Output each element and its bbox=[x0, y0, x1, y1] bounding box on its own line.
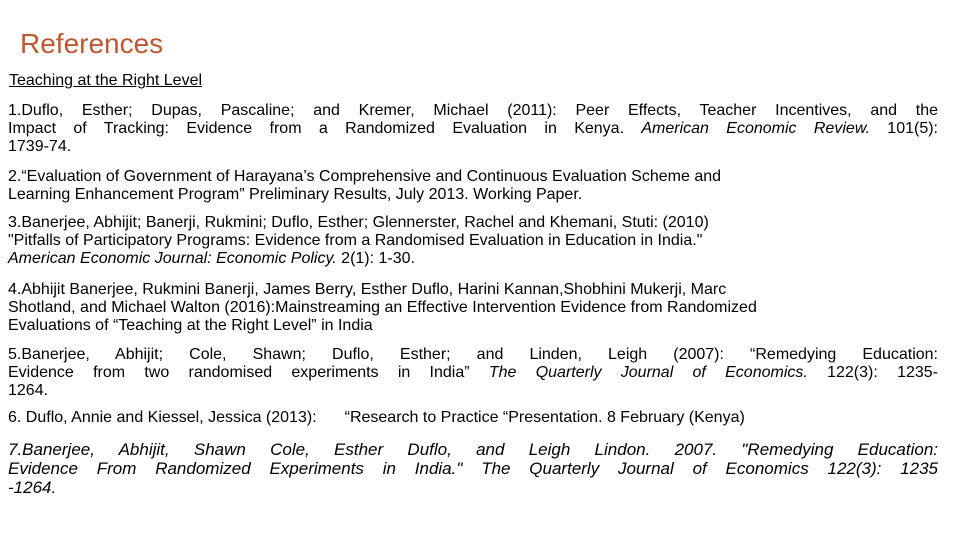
reference-4-line-1: 4.Abhijit Banerjee, Rukmini Banerji, James Berry, Esther Duflo, Harini Kannan,Shobhini Mukerji, Marc bbox=[8, 281, 727, 298]
slide-title: References bbox=[20, 28, 164, 59]
reference-item-5 bbox=[8, 346, 938, 400]
reference-5-line-2 bbox=[8, 364, 938, 382]
reference-3-volume: 2(1): 1-30. bbox=[336, 250, 415, 267]
reference-5-line-2-text: Evidence from two randomised experiments in India” bbox=[8, 364, 489, 381]
reference-1-journal: American Economic Review. bbox=[641, 120, 870, 137]
reference-6-line-1 bbox=[8, 409, 938, 427]
reference-7-line-3: -1264. bbox=[8, 478, 57, 497]
reference-5-journal: The Quarterly Journal of Economics. bbox=[488, 364, 808, 381]
reference-4-line-3: Evaluations of “Teaching at the Right Level” in India bbox=[8, 317, 373, 334]
reference-1-line-3: 1739-74. bbox=[8, 138, 72, 155]
reference-item-4 bbox=[8, 281, 938, 335]
reference-1-line-2 bbox=[8, 120, 938, 138]
reference-1-line-2-text: Impact of Tracking: Evidence from a Randomized Evaluation in Kenya. bbox=[8, 120, 642, 137]
reference-3-line-2: "Pitfalls of Participatory Programs: Evidence from a Randomised Evaluation in Education in India." bbox=[8, 232, 703, 249]
reference-6-authors: 6. Duflo, Annie and Kiessel, Jessica (2013): bbox=[8, 409, 317, 426]
reference-item-6 bbox=[8, 409, 938, 427]
reference-7-line-1: 7.Banerjee, Abhijit, Shawn Cole, Esther Duflo, and Leigh Lindon. 2007. "Remedying Education: bbox=[8, 440, 938, 459]
reference-1-line-1: 1.Duflo, Esther; Dupas, Pascaline; and Kremer, Michael (2011): Peer Effects, Teacher Incentives, and the bbox=[8, 102, 938, 119]
reference-3-line-3 bbox=[8, 250, 938, 268]
reference-item-7 bbox=[8, 440, 938, 497]
reference-4-line-2: Shotland, and Michael Walton (2016):Mainstreaming an Effective Intervention Evidence from Randomized bbox=[8, 299, 757, 316]
section-subheading: Teaching at the Right Level bbox=[9, 72, 203, 89]
reference-5-line-1: 5.Banerjee, Abhijit; Cole, Shawn; Duflo, Esther; and Linden, Leigh (2007): “Remedying Education: bbox=[8, 346, 938, 363]
reference-6-title: “Research to Practice “Presentation. 8 February (Kenya) bbox=[344, 409, 745, 426]
reference-3-journal: American Economic Journal: Economic Policy. bbox=[8, 250, 337, 267]
reference-7-line-2: Evidence From Randomized Experiments in India." The Quarterly Journal of Economics 122(3): 1235 bbox=[8, 459, 938, 478]
reference-5-volume: 122(3): 1235- bbox=[807, 364, 939, 381]
reference-item-3 bbox=[8, 214, 938, 268]
reference-3-line-1: 3.Banerjee, Abhijit; Banerji, Rukmini; Duflo, Esther; Glennerster, Rachel and Khemani, Stuti: (2010) bbox=[8, 214, 709, 231]
reference-item-2 bbox=[8, 168, 938, 204]
reference-2-line-1: 2.“Evaluation of Government of Harayana’s Comprehensive and Continuous Evaluation Scheme and bbox=[8, 168, 722, 185]
reference-5-line-3: 1264. bbox=[8, 382, 49, 399]
reference-item-1 bbox=[8, 102, 938, 156]
reference-2-line-2: Learning Enhancement Program” Preliminary Results, July 2013. Working Paper. bbox=[8, 186, 583, 203]
reference-1-volume: 101(5): bbox=[869, 120, 939, 137]
